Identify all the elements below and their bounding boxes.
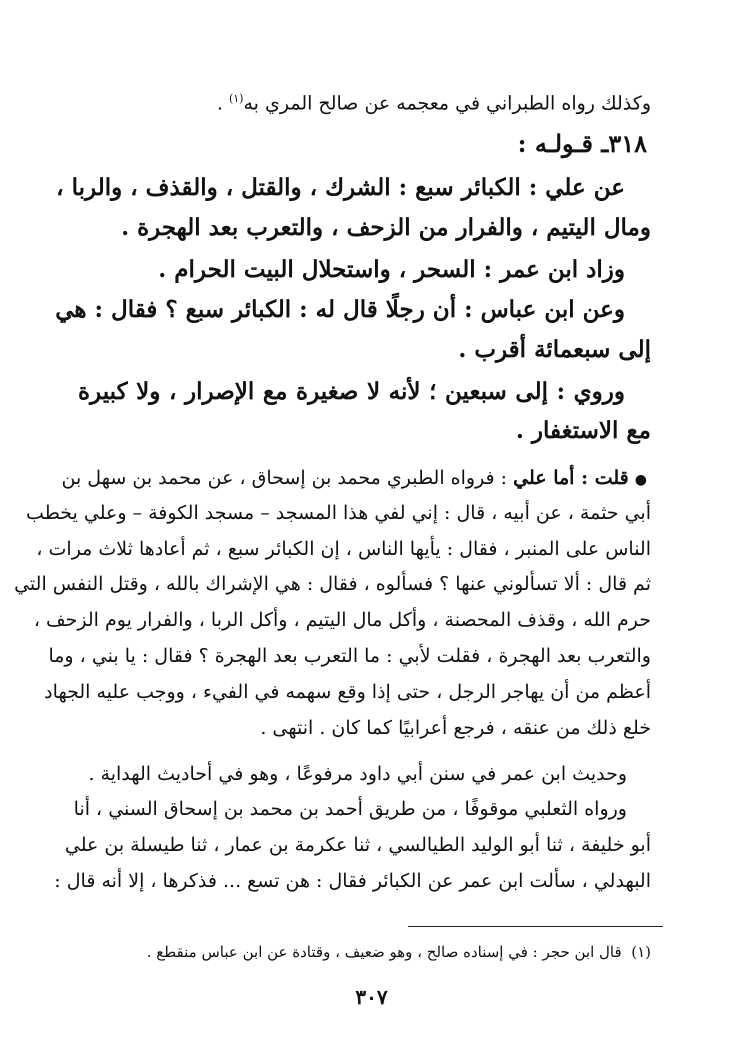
quote-line-1: عن علي : الكبائر سبع : الشرك ، والقتل ، والقذف ، والربا ، (56, 174, 625, 201)
quote-line-2: ومال اليتيم ، والفرار من الزحف ، والتعرب بعد الهجرة . (121, 214, 651, 241)
body-line-6: والتعرب بعد الهجرة ، فقلت لأبي : ما التعرب بعد الهجرة ؟ فقال : يا بني ، وما (48, 645, 651, 667)
quote-line-5: إلى سبعمائة أقرب . (458, 336, 651, 363)
footnote-marker: (١) (631, 943, 651, 961)
quote-line-6: وروي : إلى سبعين ؛ لأنه لا صغيرة مع الإصرار ، ولا كبيرة (78, 378, 625, 405)
body-line-12: البهدلي ، سألت ابن عمر عن الكبائر فقال : هن تسع ... فذكرها ، إلا أنه قال : (54, 870, 651, 892)
bold-lead: قلت : أما علي (513, 467, 629, 489)
body-line-1 (61, 465, 647, 493)
quote-line-3: وزاد ابن عمر : السحر ، واستحلال البيت الحرام . (158, 256, 625, 283)
body-line-11: أبو خليفة ، ثنا أبو الوليد الطيالسي ، ثنا عكرمة بن عمار ، ثنا طيسلة بن علي (64, 834, 651, 856)
footnote-text: قال ابن حجر : في إسناده صالح ، وهو ضعيف ، وقتادة عن ابن عباس منقطع . (146, 943, 622, 961)
body-line-2: أبي حثمة ، عن أبيه ، قال : إني لفي هذا المسجد – مسجد الكوفة – وعلي يخطب (26, 502, 651, 524)
section-heading: ٣١٨ـ قـولـه : (517, 129, 647, 158)
body-line-3: الناس على المنبر ، فقال : يأيها الناس ، إن الكبائر سبع ، ثم أعادها ثلاث مرات ، (36, 538, 651, 560)
body-line-10: ورواه الثعلبي موقوفًا ، من طريق أحمد بن محمد بن إسحاق السني ، أنا (73, 798, 627, 820)
footnote-divider (408, 926, 663, 927)
body-line-5: حرم الله ، وقذف المحصنة ، وأكل مال اليتيم ، وأكل الربا ، والفرار يوم الزحف ، (33, 609, 651, 631)
line-end: . (216, 92, 229, 115)
quote-line-4: وعن ابن عباس : أن رجلًا قال له : الكبائر سبع ؟ فقال : هي (55, 296, 625, 323)
body-line-9: وحديث ابن عمر في سنن أبي داود مرفوعًا ، وهو في أحاديث الهداية . (88, 763, 627, 785)
body-line-4: ثم قال : ألا تسألوني عنها ؟ فسألوه ، فقال : هي الإشراك بالله ، وقتل النفس التي (14, 573, 651, 595)
quote-line-7: مع الاستغفار . (515, 417, 651, 444)
bullet-icon: ● (634, 472, 647, 488)
footnote-reference: (١) (228, 92, 244, 105)
body-line-8: خلع ذلك من عنقه ، فرجع أعرابيًا كما كان . انتهى . (260, 717, 651, 739)
footnote (78, 939, 651, 965)
line-text: : فرواه الطبري محمد بن إسحاق ، عن محمد بن سهل بن (61, 467, 514, 489)
body-line-7: أعظم من أن يهاجر الرجل ، حتى إذا وقع سهمه في الفيء ، ووجب عليه الجهاد (44, 681, 651, 703)
page-number: ٣٠٧ (355, 985, 388, 1009)
line-text: وكذلك رواه الطبراني في معجمه عن صالح المري به (243, 92, 651, 115)
text-line-1 (78, 86, 651, 116)
